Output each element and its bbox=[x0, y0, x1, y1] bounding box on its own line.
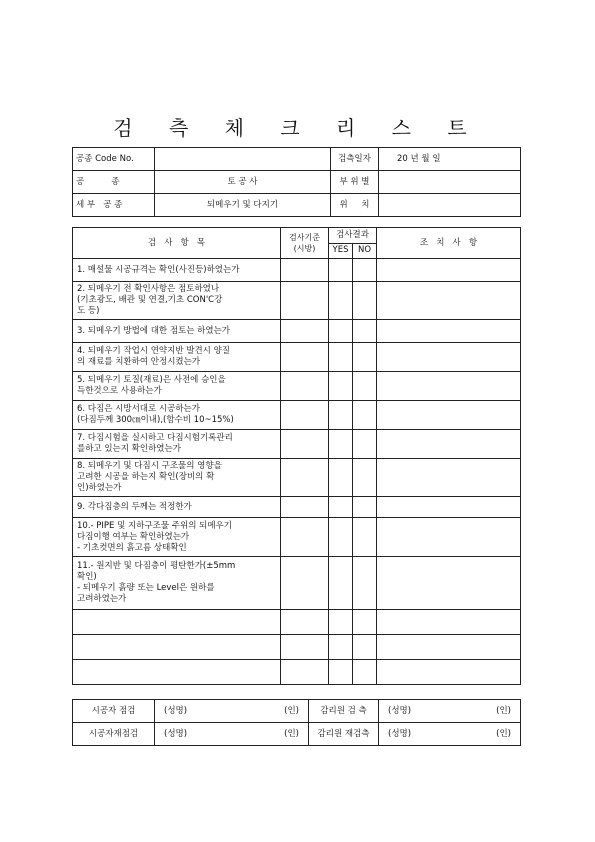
no-header: NO bbox=[353, 243, 377, 259]
criteria-cell[interactable] bbox=[281, 282, 329, 320]
contractor-recheck-signature-field[interactable] bbox=[155, 723, 309, 746]
checklist-row bbox=[73, 401, 521, 430]
yes-checkbox-cell[interactable] bbox=[329, 635, 353, 660]
position-field[interactable] bbox=[379, 194, 521, 217]
yes-checkbox-cell[interactable] bbox=[329, 430, 353, 459]
criteria-cell[interactable] bbox=[281, 635, 329, 660]
name-label: (성명) bbox=[388, 728, 412, 739]
supervisor-signature-field[interactable] bbox=[379, 700, 521, 723]
checklist-row bbox=[73, 497, 521, 518]
date-label: 검측일자 bbox=[331, 148, 379, 171]
checklist-row bbox=[73, 343, 521, 372]
criteria-cell[interactable] bbox=[281, 372, 329, 401]
checklist-item-text: 5. 되메우기 토질(재료)은 사전에 승인을 득한것으로 사용하는가 bbox=[73, 372, 281, 401]
name-label: (성명) bbox=[164, 705, 188, 716]
checklist-item-text bbox=[73, 660, 281, 685]
checklist-row bbox=[73, 320, 521, 343]
criteria-cell[interactable] bbox=[281, 610, 329, 635]
checklist-row bbox=[73, 430, 521, 459]
yes-checkbox-cell[interactable] bbox=[329, 259, 353, 282]
no-checkbox-cell[interactable] bbox=[353, 660, 377, 685]
action-cell[interactable] bbox=[377, 343, 521, 372]
action-cell[interactable] bbox=[377, 635, 521, 660]
criteria-cell[interactable] bbox=[281, 497, 329, 518]
criteria-cell[interactable] bbox=[281, 557, 329, 610]
yes-checkbox-cell[interactable] bbox=[329, 518, 353, 557]
checklist-item-text: 4. 되메우기 작업시 연약지반 발견시 양질 의 재료를 치환하여 안정시켰는가 bbox=[73, 343, 281, 372]
seal-label: (인) bbox=[496, 728, 511, 739]
criteria-cell[interactable] bbox=[281, 259, 329, 282]
document-title: 검 측 체 크 리 스 트 bbox=[113, 116, 482, 140]
checklist-item-text bbox=[73, 635, 281, 660]
criteria-header: 검사기준 (시방) bbox=[281, 228, 329, 259]
name-label: (성명) bbox=[164, 728, 188, 739]
no-checkbox-cell[interactable] bbox=[353, 343, 377, 372]
seal-label: (인) bbox=[496, 705, 511, 716]
date-field[interactable]: 20 년 월 일 bbox=[379, 148, 521, 171]
position-label: 위 치 bbox=[331, 194, 379, 217]
checklist-item-text: 1. 매설물 시공규격는 확인(사진등)하였는가 bbox=[73, 259, 281, 282]
action-cell[interactable] bbox=[377, 497, 521, 518]
no-checkbox-cell[interactable] bbox=[353, 518, 377, 557]
action-cell[interactable] bbox=[377, 320, 521, 343]
yes-checkbox-cell[interactable] bbox=[329, 459, 353, 497]
yes-checkbox-cell[interactable] bbox=[329, 610, 353, 635]
section-field[interactable] bbox=[379, 171, 521, 194]
criteria-cell[interactable] bbox=[281, 343, 329, 372]
no-checkbox-cell[interactable] bbox=[353, 259, 377, 282]
action-cell[interactable] bbox=[377, 660, 521, 685]
signoff-table bbox=[72, 699, 521, 746]
subtrade-field[interactable]: 되메우기 및 다지기 bbox=[155, 194, 331, 217]
no-checkbox-cell[interactable] bbox=[353, 497, 377, 518]
info-table bbox=[72, 147, 521, 217]
result-header: 검사결과 bbox=[329, 228, 377, 244]
code-field[interactable] bbox=[155, 148, 331, 171]
checklist-row bbox=[73, 660, 521, 685]
criteria-cell[interactable] bbox=[281, 430, 329, 459]
contractor-check-label: 시공자 점검 bbox=[73, 700, 155, 723]
no-checkbox-cell[interactable] bbox=[353, 320, 377, 343]
action-cell[interactable] bbox=[377, 259, 521, 282]
checklist-item-text: 7. 다짐시험을 실시하고 다짐시험기록관리 를하고 있는지 확인하였는가 bbox=[73, 430, 281, 459]
section-label: 부 위 별 bbox=[331, 171, 379, 194]
action-cell[interactable] bbox=[377, 459, 521, 497]
no-checkbox-cell[interactable] bbox=[353, 557, 377, 610]
supervisor-inspection-label: 감리원 검 측 bbox=[309, 700, 379, 723]
no-checkbox-cell[interactable] bbox=[353, 282, 377, 320]
checklist-item-text: 8. 되메우기 및 다짐시 구조물의 영향을 고려한 시공을 하는지 확인(장비의 확 인)하였는가 bbox=[73, 459, 281, 497]
no-checkbox-cell[interactable] bbox=[353, 635, 377, 660]
checklist-item-text: 11.- 원지반 및 다짐층이 평탄한가(±5mm 확인) - 되메우기 흙량 또는 Level은 원하를 고려하였는가 bbox=[73, 557, 281, 610]
code-label: 공종 Code No. bbox=[73, 148, 155, 171]
action-cell[interactable] bbox=[377, 430, 521, 459]
yes-header: YES bbox=[329, 243, 353, 259]
checklist-item-text: 9. 각다짐층의 두께는 적정한가 bbox=[73, 497, 281, 518]
checklist-table bbox=[72, 227, 521, 685]
yes-checkbox-cell[interactable] bbox=[329, 372, 353, 401]
items-header: 검 사 항 목 bbox=[73, 228, 281, 259]
yes-checkbox-cell[interactable] bbox=[329, 343, 353, 372]
seal-label: (인) bbox=[284, 728, 299, 739]
action-cell[interactable] bbox=[377, 401, 521, 430]
action-cell[interactable] bbox=[377, 372, 521, 401]
checklist-item-text: 3. 되메우기 방법에 대한 점토는 하였는가 bbox=[73, 320, 281, 343]
action-header: 조 치 사 항 bbox=[377, 228, 521, 259]
checklist-row bbox=[73, 610, 521, 635]
no-checkbox-cell[interactable] bbox=[353, 430, 377, 459]
criteria-cell[interactable] bbox=[281, 401, 329, 430]
supervisor-reinspection-label: 감리원 재검측 bbox=[309, 723, 379, 746]
yes-checkbox-cell[interactable] bbox=[329, 320, 353, 343]
checklist-row bbox=[73, 459, 521, 497]
contractor-signature-field[interactable] bbox=[155, 700, 309, 723]
criteria-cell[interactable] bbox=[281, 660, 329, 685]
checklist-row bbox=[73, 282, 521, 320]
checklist-row bbox=[73, 518, 521, 557]
name-label: (성명) bbox=[388, 705, 412, 716]
supervisor-recheck-signature-field[interactable] bbox=[379, 723, 521, 746]
no-checkbox-cell[interactable] bbox=[353, 610, 377, 635]
checklist-row bbox=[73, 259, 521, 282]
checklist-row bbox=[73, 557, 521, 610]
no-checkbox-cell[interactable] bbox=[353, 459, 377, 497]
criteria-cell[interactable] bbox=[281, 320, 329, 343]
yes-checkbox-cell[interactable] bbox=[329, 660, 353, 685]
yes-checkbox-cell[interactable] bbox=[329, 401, 353, 430]
checklist-item-text: 6. 다짐은 시방서대로 시공하는가 (다짐두께 300㎝이내),(함수비 10~15%) bbox=[73, 401, 281, 430]
no-checkbox-cell[interactable] bbox=[353, 372, 377, 401]
checklist-item-text bbox=[73, 610, 281, 635]
action-cell[interactable] bbox=[377, 518, 521, 557]
checklist-item-text: 10.- PIPE 및 지하구조물 주위의 되메우기 다짐이행 여부는 확인하였는가 - 기초컷면의 흙고름 상태확인 bbox=[73, 518, 281, 557]
seal-label: (인) bbox=[284, 705, 299, 716]
criteria-cell[interactable] bbox=[281, 518, 329, 557]
checklist-row bbox=[73, 635, 521, 660]
action-cell[interactable] bbox=[377, 282, 521, 320]
yes-checkbox-cell[interactable] bbox=[329, 557, 353, 610]
subtrade-label: 세 부 공 종 bbox=[73, 194, 155, 217]
action-cell[interactable] bbox=[377, 610, 521, 635]
action-cell[interactable] bbox=[377, 557, 521, 610]
no-checkbox-cell[interactable] bbox=[353, 401, 377, 430]
contractor-recheck-label: 시공자재점검 bbox=[73, 723, 155, 746]
criteria-cell[interactable] bbox=[281, 459, 329, 497]
yes-checkbox-cell[interactable] bbox=[329, 282, 353, 320]
yes-checkbox-cell[interactable] bbox=[329, 497, 353, 518]
trade-field[interactable]: 토 공 사 bbox=[155, 171, 331, 194]
trade-label: 공 종 bbox=[73, 171, 155, 194]
checklist-row bbox=[73, 372, 521, 401]
checklist-item-text: 2. 되메우기 전 확인사항은 점토하였나 (기초광도, 배관 및 연결,기초 CON'C강 도 등) bbox=[73, 282, 281, 320]
